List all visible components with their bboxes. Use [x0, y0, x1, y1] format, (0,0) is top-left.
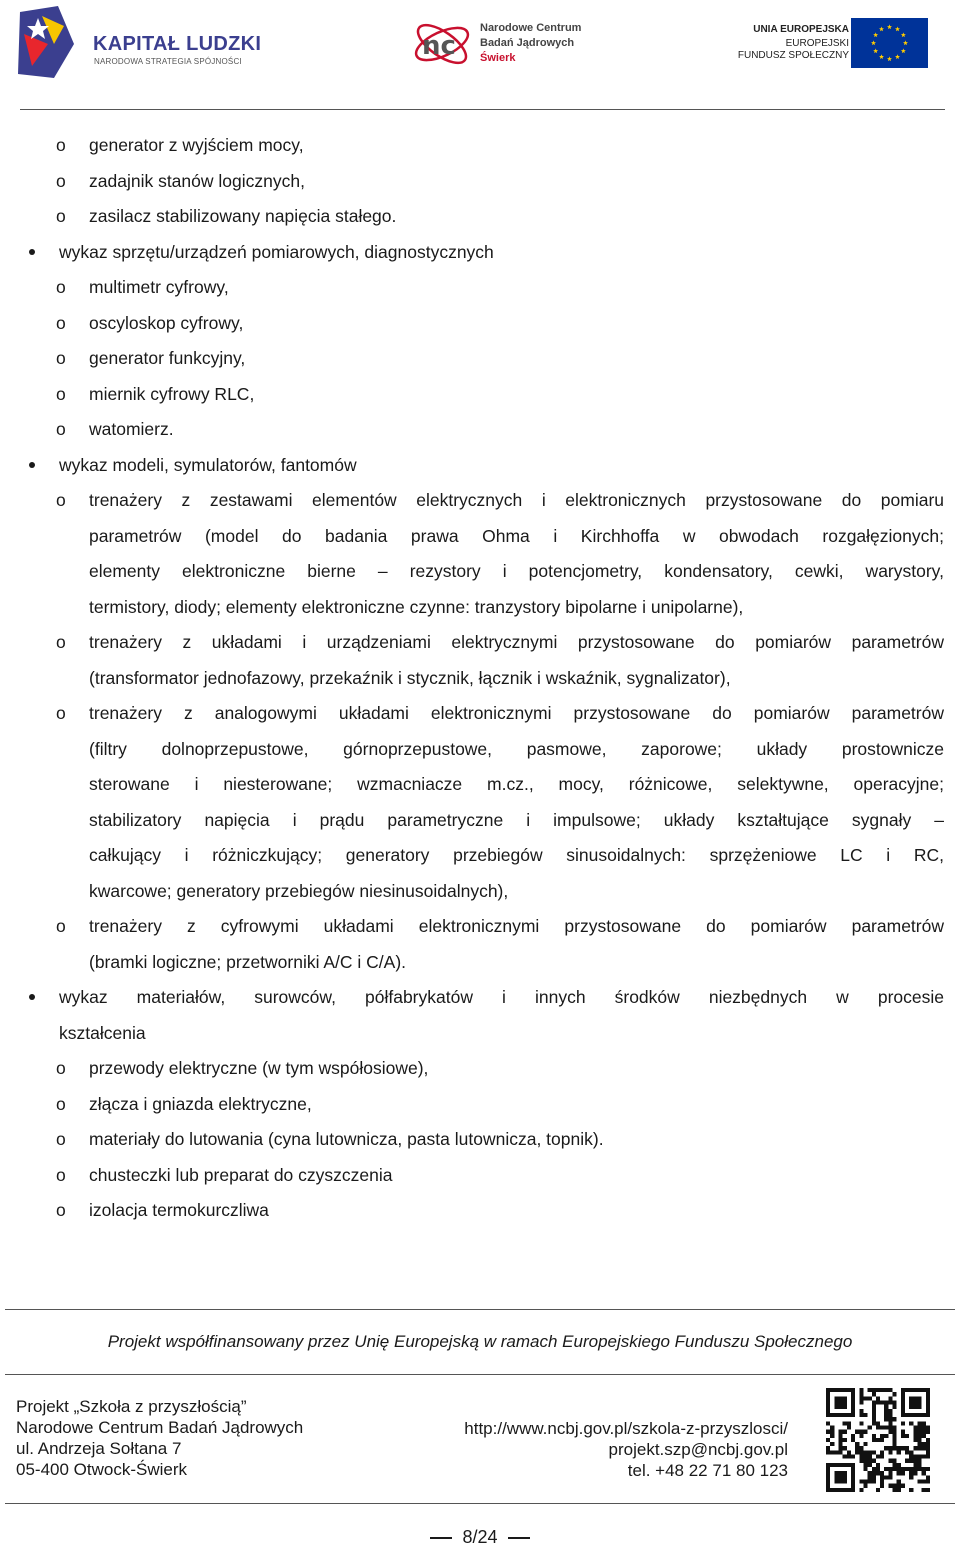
- list-item-text: zasilacz stabilizowany napięcia stałego.: [89, 206, 397, 226]
- eu-flag-icon: [851, 18, 928, 68]
- list-item-text: oscyloskop cyfrowy,: [89, 313, 244, 333]
- qr-code-icon: [826, 1388, 930, 1492]
- project-name: Projekt „Szkoła z przyszłością”: [16, 1397, 247, 1416]
- contact-phone: tel. +48 22 71 80 123: [627, 1461, 788, 1480]
- list-item-heading: wykaz materiałów, surowców, półfabrykatów i innych środków niezbędnych w procesie: [59, 987, 944, 1007]
- cofinancing-statement: Projekt współfinansowany przez Unię Europejską w ramach Europejskiego Funduszu Społecznego: [107, 1332, 853, 1351]
- footer-divider-middle: [5, 1374, 955, 1375]
- svg-text:nc: nc: [422, 31, 456, 61]
- footer-divider-bottom: [5, 1503, 955, 1504]
- list-item-text: (transformator jednofazowy, przekaźnik i stycznik, łącznik i wskaźnik, sygnalizator),: [89, 668, 731, 688]
- bullet-marker: [29, 994, 35, 1000]
- sub-bullet-marker: o: [56, 384, 66, 404]
- sub-bullet-marker: o: [56, 348, 66, 368]
- footer-divider-top: [5, 1309, 955, 1310]
- sub-bullet-marker: o: [56, 490, 66, 510]
- list-item-text: parametrów (model do badania prawa Ohma i Kirchhoffa w obwodach rozgałęzionych;: [89, 526, 944, 546]
- sub-bullet-marker: o: [56, 135, 66, 155]
- sub-bullet-marker: o: [56, 1129, 66, 1149]
- list-item-text: kształcenia: [59, 1023, 146, 1043]
- list-item-text: (bramki logiczne; przetworniki A/C i C/A).: [89, 952, 407, 972]
- sub-bullet-marker: o: [56, 313, 66, 333]
- list-item-text: trenażery z zestawami elementów elektrycznych i elektronicznych przystosowane do pomiaru: [89, 490, 944, 510]
- sub-bullet-marker: o: [56, 206, 66, 226]
- list-item-text: generator z wyjściem mocy,: [89, 135, 304, 155]
- page-number-dash-left: [430, 1537, 452, 1539]
- list-item-text: stabilizatory napięcia i prądu parametryczne i impulsowe; układy kształtujące sygnały –: [89, 810, 944, 830]
- list-item-text: kwarcowe; generatory przebiegów niesinusoidalnych),: [89, 881, 509, 901]
- institution-name: Narodowe Centrum Badań Jądrowych: [16, 1418, 304, 1437]
- list-item-text: zadajnik stanów logicznych,: [89, 171, 305, 191]
- eu-logo-line1: UNIA EUROPEJSKA: [753, 24, 849, 35]
- sub-bullet-marker: o: [56, 1165, 66, 1185]
- list-item-text: watomierz.: [89, 419, 174, 439]
- contact-block: [464, 1418, 788, 1481]
- ncbj-name-line3: Świerk: [480, 52, 516, 64]
- eu-logo-line2: EUROPEJSKI: [785, 38, 849, 49]
- list-item-text: elementy elektroniczne bierne – rezystory i potencjometry, kondensatory, cewki, warystory,: [89, 561, 944, 581]
- list-item-heading: wykaz sprzętu/urządzeń pomiarowych, diagnostycznych: [59, 242, 494, 262]
- list-item-text: generator funkcyjny,: [89, 348, 246, 368]
- page-number: [0, 1527, 960, 1548]
- page-number-dash-right: [508, 1537, 530, 1539]
- list-item-text: multimetr cyfrowy,: [89, 277, 229, 297]
- ncbj-name-line2: Badań Jądrowych: [480, 37, 575, 49]
- project-address-block: [16, 1396, 303, 1480]
- page-header: [0, 0, 960, 110]
- list-item-text: całkujący i różniczkujący; generatory przebiegów sinusoidalnych: sprzężeniowe LC i RC,: [89, 845, 944, 865]
- ncbj-logo: [410, 12, 610, 77]
- eu-logo-line3: FUNDUSZ SPOŁECZNY: [737, 50, 849, 61]
- list-item-text: chusteczki lub preparat do czyszczenia: [89, 1165, 393, 1185]
- page-number-text: 8/24: [462, 1527, 498, 1547]
- street-address: ul. Andrzeja Sołtana 7: [16, 1439, 182, 1458]
- sub-bullet-marker: o: [56, 703, 66, 723]
- list-item-text: termistory, diody; elementy elektroniczne czynne: tranzystory bipolarne i unipolarne),: [89, 597, 744, 617]
- postal-address: 05-400 Otwock-Świerk: [16, 1460, 188, 1479]
- header-divider: [20, 109, 945, 110]
- kapital-ludzki-title: KAPITAŁ LUDZKI: [93, 33, 262, 55]
- sub-bullet-marker: o: [56, 277, 66, 297]
- kapital-ludzki-subtitle: NARODOWA STRATEGIA SPÓJNOŚCI: [94, 57, 242, 66]
- kapital-ludzki-emblem-icon: [14, 4, 80, 80]
- kapital-ludzki-logo: [14, 4, 262, 84]
- bullet-marker: [29, 462, 35, 468]
- eu-social-fund-logo: [730, 18, 935, 73]
- contact-email[interactable]: projekt.szp@ncbj.gov.pl: [608, 1440, 788, 1459]
- sub-bullet-marker: o: [56, 632, 66, 652]
- list-item-text: złącza i gniazda elektryczne,: [89, 1094, 312, 1114]
- ncbj-name-line1: Narodowe Centrum: [480, 22, 582, 34]
- sub-bullet-marker: o: [56, 1094, 66, 1114]
- list-item-text: przewody elektryczne (w tym współosiowe),: [89, 1058, 429, 1078]
- ncbj-emblem-icon: [410, 14, 474, 74]
- sub-bullet-marker: o: [56, 916, 66, 936]
- list-item-text: trenażery z układami i urządzeniami elektrycznymi przystosowane do pomiarów parametrów: [89, 632, 944, 652]
- project-url[interactable]: http://www.ncbj.gov.pl/szkola-z-przyszlosci/: [464, 1419, 788, 1438]
- list-item-text: miernik cyfrowy RLC,: [89, 384, 255, 404]
- list-item-text: trenażery z cyfrowymi układami elektronicznymi przystosowane do pomiarów parametrów: [89, 916, 944, 936]
- sub-bullet-marker: o: [56, 1058, 66, 1078]
- list-item-text: (filtry dolnoprzepustowe, górnoprzepustowe, pasmowe, zaporowe; układy prostownicze: [89, 739, 944, 759]
- bullet-marker: [29, 249, 35, 255]
- sub-bullet-marker: o: [56, 171, 66, 191]
- list-item-heading: wykaz modeli, symulatorów, fantomów: [59, 455, 357, 475]
- list-item-text: materiały do lutowania (cyna lutownicza, pasta lutownicza, topnik).: [89, 1129, 604, 1149]
- list-item-text: sterowane i niesterowane; wzmacniacze m.cz., mocy, różnicowe, selektywne, operacyjne;: [89, 774, 944, 794]
- sub-bullet-marker: o: [56, 419, 66, 439]
- list-item-text: izolacja termokurczliwa: [89, 1200, 269, 1220]
- sub-bullet-marker: o: [56, 1200, 66, 1220]
- list-item-text: trenażery z analogowymi układami elektronicznymi przystosowane do pomiarów parametrów: [89, 703, 944, 723]
